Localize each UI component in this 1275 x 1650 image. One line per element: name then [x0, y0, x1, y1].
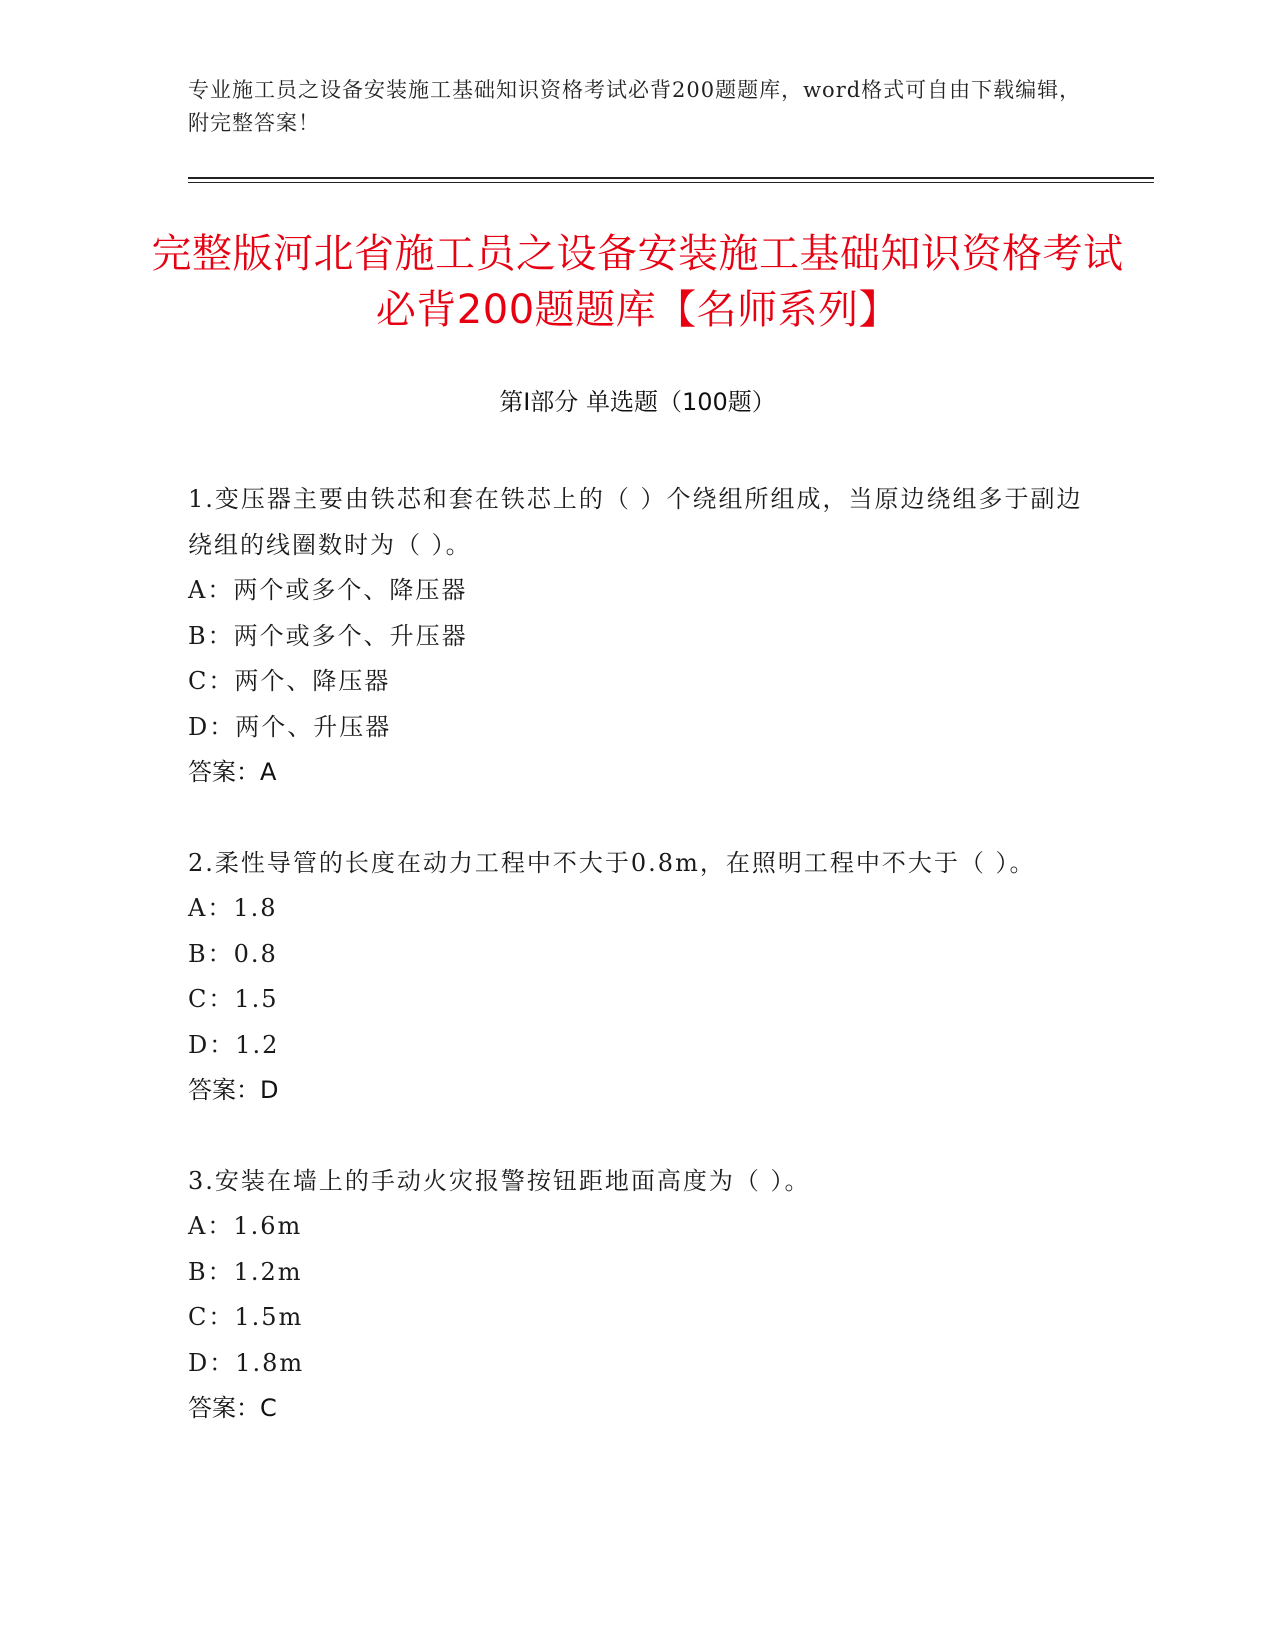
option-d: D：1.8m	[188, 1348, 305, 1377]
option-a: A：两个或多个、降压器	[188, 576, 468, 604]
question-stem: 3.安装在墙上的手动火灾报警按钮距地面高度为（ ）。	[188, 1167, 811, 1195]
header-note: 专业施工员之设备安装施工基础知识资格考试必背200题题库，word格式可自由下载编辑，附完整答案！	[188, 78, 1082, 135]
question-stem: 1.变压器主要由铁芯和套在铁芯上的（ ）个绕组所组成，当原边绕组多于副边绕组的线圈数时为（ ）。	[188, 485, 1083, 559]
option-c: C：两个、降压器	[188, 667, 391, 695]
option-d: D：1.2	[188, 1030, 280, 1059]
answer: 答案：A	[188, 758, 277, 786]
option-d: D：两个、升压器	[188, 712, 392, 741]
option-c: C：1.5	[188, 985, 279, 1013]
header-rule-thick	[188, 177, 1154, 179]
option-b: B：两个或多个、升压器	[188, 621, 468, 650]
question-3	[188, 1158, 1088, 1430]
option-c: C：1.5m	[188, 1303, 304, 1331]
option-a: A：1.6m	[188, 1212, 303, 1240]
question-2	[188, 840, 1088, 1112]
answer: 答案：D	[188, 1076, 279, 1104]
document-title: 完整版河北省施工员之设备安装施工基础知识资格考试必背200题题库【名师系列】	[151, 231, 1124, 333]
option-b: B：1.2m	[188, 1257, 303, 1286]
answer: 答案：C	[188, 1394, 277, 1422]
question-stem: 2.柔性导管的长度在动力工程中不大于0.8m，在照明工程中不大于（ ）。	[188, 849, 1036, 877]
question-1	[188, 476, 1088, 794]
option-a: A：1.8	[188, 894, 278, 922]
header-rule-thin	[188, 182, 1154, 183]
option-b: B：0.8	[188, 939, 278, 968]
section-title: 第Ⅰ部分 单选题（100题）	[499, 388, 776, 416]
question-list	[188, 476, 1088, 1476]
